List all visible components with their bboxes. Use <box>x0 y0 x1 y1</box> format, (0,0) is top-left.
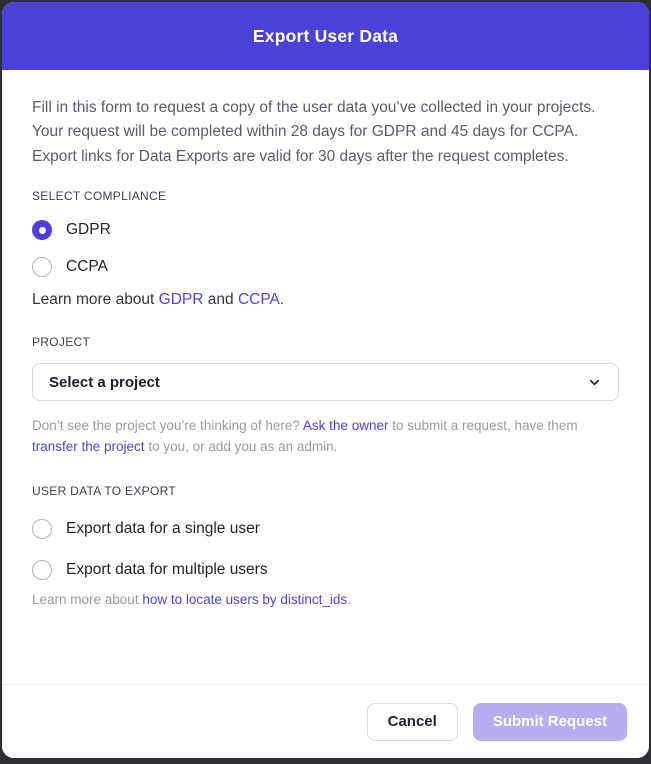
radio-ccpa-label: CCPA <box>66 258 108 276</box>
distinct-ids-link[interactable]: how to locate users by distinct_ids <box>142 592 348 608</box>
learn-more-middle: and <box>203 291 238 309</box>
transfer-the-project-link[interactable]: transfer the project <box>32 439 145 455</box>
learn-more-suffix: . <box>279 291 285 309</box>
distinct-ids-prefix: Learn more about <box>32 592 143 608</box>
radio-gdpr-label: GDPR <box>66 221 111 239</box>
radio-gdpr[interactable] <box>32 220 52 240</box>
help-part1: Don’t see the project you’re thinking of here? <box>32 418 303 434</box>
ask-the-owner-link[interactable]: Ask the owner <box>302 418 389 434</box>
help-part2: to submit a request, have them <box>388 418 578 434</box>
help-part3: to you, or add you as an admin. <box>144 439 338 455</box>
export-user-data-modal <box>2 2 649 758</box>
radio-ccpa[interactable] <box>32 257 52 277</box>
project-select-value: Select a project <box>49 373 160 391</box>
radio-multiple-users-label: Export data for multiple users <box>66 561 268 579</box>
radio-single-user-label: Export data for a single user <box>66 520 260 538</box>
distinct-ids-note <box>32 592 619 607</box>
compliance-section-label: SELECT COMPLIANCE <box>32 189 167 204</box>
submit-request-button[interactable]: Submit Request <box>473 703 627 741</box>
radio-row-gdpr[interactable] <box>32 220 619 240</box>
modal-header <box>2 2 649 70</box>
ccpa-link[interactable]: CCPA <box>237 291 280 309</box>
compliance-learn-more <box>32 291 619 309</box>
project-select-dropdown[interactable] <box>32 363 619 401</box>
modal-title: Export User Data <box>252 25 399 46</box>
modal-footer <box>2 684 649 758</box>
radio-row-ccpa[interactable] <box>32 257 619 277</box>
project-section-label: PROJECT <box>32 335 91 350</box>
intro-text: Fill in this form to request a copy of the user data you’ve collected in your projects. Your request will be completed within 28 days for GDPR and 45 days for CCPA. Export links for Data Exports are valid for 30 days after the request completes. <box>32 99 596 165</box>
gdpr-link[interactable]: GDPR <box>158 291 204 309</box>
radio-multiple-users[interactable] <box>32 560 52 580</box>
modal-body <box>2 70 649 684</box>
learn-more-prefix: Learn more about <box>32 291 159 309</box>
chevron-down-icon <box>587 375 602 390</box>
radio-row-single-user[interactable] <box>32 519 619 539</box>
cancel-button[interactable]: Cancel <box>367 703 458 741</box>
user-data-section-label: USER DATA TO EXPORT <box>32 484 176 499</box>
radio-row-multiple-users[interactable] <box>32 560 619 580</box>
distinct-ids-suffix: . <box>347 592 351 608</box>
radio-single-user[interactable] <box>32 519 52 539</box>
project-help-text <box>32 416 592 458</box>
